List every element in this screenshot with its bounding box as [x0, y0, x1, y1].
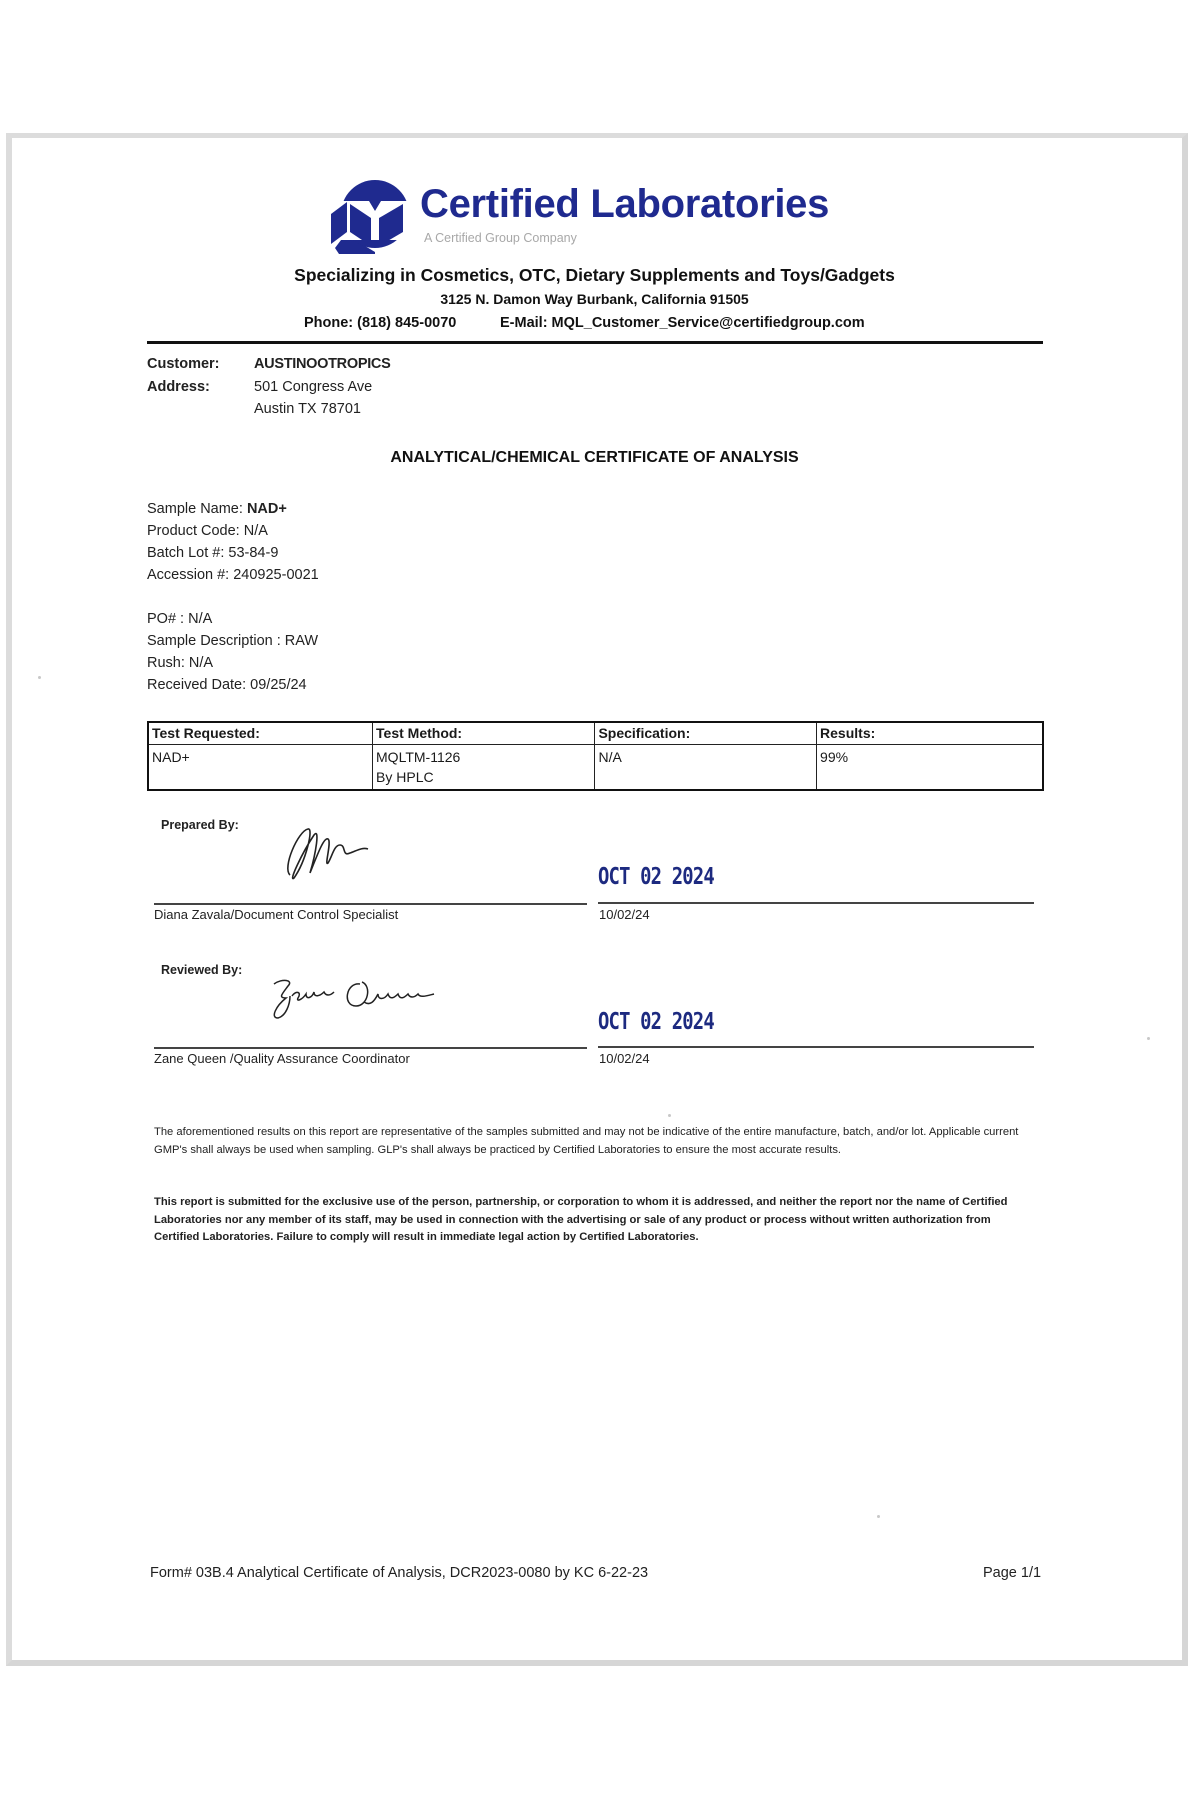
address-line2: Austin TX 78701 [254, 401, 361, 417]
prepared-date: 10/02/24 [599, 907, 650, 922]
test-method-code: MQLTM-1126 [376, 749, 461, 765]
reviewed-date-line [598, 1046, 1034, 1048]
prepared-date-line [598, 902, 1034, 904]
customer-label: Customer: [147, 356, 220, 372]
po-number: PO# : N/A [147, 611, 213, 627]
scan-speck [38, 676, 41, 679]
received-date: Received Date: 09/25/24 [147, 677, 307, 693]
legal-notice: This report is submitted for the exclusive use of the person, partnership, or corporation to whom it is addressed, and neither the report nor the name of Certified Laboratories nor any member of its staff, may be used in connection with the advertising or sale of any product or process without written authorization from Certified Laboratories. Failure to comply will result in immediate legal action by Certified Laboratories. [154, 1196, 1008, 1243]
table-row [148, 745, 1043, 791]
header-test-method: Test Method: [373, 722, 595, 745]
sample-name-value: NAD+ [246, 501, 287, 517]
company-phone: Phone: (818) 845-0070 [304, 315, 457, 331]
address-label: Address: [147, 379, 210, 395]
cell-test-method [373, 745, 595, 791]
header-specification: Specification: [595, 722, 817, 745]
cell-specification: N/A [595, 745, 817, 791]
test-method-technique: By HPLC [376, 769, 434, 785]
company-address: 3125 N. Damon Way Burbank, California 91505 [440, 291, 749, 307]
reviewed-signature-line [154, 1047, 587, 1049]
footer-page-number: Page 1/1 [983, 1565, 1042, 1581]
header-divider [147, 341, 1043, 344]
customer-value: AUSTINOOTROPICS [254, 356, 391, 372]
batch-lot: Batch Lot #: 53-84-9 [147, 545, 279, 561]
sample-name [147, 501, 287, 517]
company-email: E-Mail: MQL_Customer_Service@certifiedgroup.com [500, 315, 865, 331]
reviewed-date-stamp: OCT 02 2024 [598, 1009, 714, 1035]
accession-number: Accession #: 240925-0021 [147, 567, 319, 583]
results-table [147, 721, 1044, 791]
reviewed-signature [268, 972, 443, 1024]
company-name: Certified Laboratories [420, 182, 830, 226]
footer-form-info: Form# 03B.4 Analytical Certificate of Analysis, DCR2023-0080 by KC 6-22-23 [150, 1565, 649, 1581]
table-header-row [148, 722, 1043, 745]
reviewed-date: 10/02/24 [599, 1051, 650, 1066]
prepared-by-label: Prepared By: [161, 818, 239, 832]
reviewed-name-title: Zane Queen /Quality Assurance Coordinator [154, 1051, 410, 1066]
company-specialization: Specializing in Cosmetics, OTC, Dietary Supplements and Toys/Gadgets [294, 265, 895, 285]
product-code: Product Code: N/A [147, 523, 268, 539]
scan-speck [668, 1114, 671, 1117]
sample-description: Sample Description : RAW [147, 633, 319, 649]
prepared-signature-line [154, 903, 587, 905]
prepared-signature [280, 823, 375, 883]
company-tagline: A Certified Group Company [424, 231, 577, 245]
rush: Rush: N/A [147, 655, 214, 671]
header-results: Results: [817, 722, 1043, 745]
scan-speck [1147, 1037, 1150, 1040]
scan-speck [877, 1515, 880, 1518]
header-test-requested: Test Requested: [148, 722, 373, 745]
prepared-date-stamp: OCT 02 2024 [598, 864, 714, 890]
results-disclaimer: The aforementioned results on this report are representative of the samples submitted and may not be indicative of the entire manufacture, batch, and/or lot. Applicable current GMP's shall always be used when sampling. GLP's shall always be practiced by Certified Laboratories to ensure the most accurate results. [154, 1126, 1019, 1156]
sample-name-label: Sample Name: [147, 501, 247, 517]
address-line1: 501 Congress Ave [254, 379, 373, 395]
cell-results: 99% [817, 745, 1043, 791]
prepared-name-title: Diana Zavala/Document Control Specialist [154, 907, 399, 922]
document-title: ANALYTICAL/CHEMICAL CERTIFICATE OF ANALYSIS [390, 449, 799, 466]
certified-labs-logo-icon [329, 174, 409, 254]
cell-test-requested: NAD+ [148, 745, 373, 791]
reviewed-by-label: Reviewed By: [161, 963, 243, 977]
